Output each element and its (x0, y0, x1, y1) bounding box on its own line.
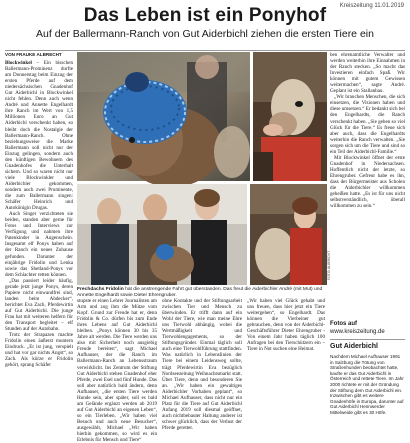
divider (5, 50, 405, 51)
woman-pony-photo-illustration (250, 184, 327, 285)
paragraph: „Wir haben viel Glück gehabt und uns freuen, dass hier jetzt ein Tiere weitergehen“, so Engelhardt. Das können die Vierbeiner gut gebrauchen, denn von der Aiderbichl-Geschäftsführer Dieter Ehrengruber - Von einem Jahr haben täglich 100 Anfragen bei den Tierschützern ein – Tiere in Not suchen eine Heimat. (247, 298, 325, 353)
publication-date: Kreiszeitung 11.01.2019 (339, 3, 404, 9)
photo-pony-stable (253, 52, 327, 181)
promo-link[interactable]: www.kreiszeitung.de (330, 329, 385, 335)
info-box-title: Gut Aiderbichl (330, 343, 378, 350)
paragraph: ben ehrenamtliche Verwalter und werden weiterhin ihre Einnahmen in der Ranch stecken. „So macht das Investieren einfach Spaß. Wir können mit gutem Gewissen weitermachen“, sagte André. Geplant ist ein Stallanbau. (330, 52, 405, 95)
stable-photo-illustration (253, 52, 327, 181)
photo-group (77, 184, 247, 285)
pony-photo-illustration (77, 52, 250, 181)
paragraph: „Wir brauchen Menschen, die sich einsetzen, die Visionen haben und diese umsetzen.“ Er bedankt sich bei den Engelhardts, die Ranch verschenkt haben. „Sie geben so viel Glück für die Tiere.“ Es freue sich aber auch, dass die Engelhardts weiterhin die Ranch verwalten. „Sie sorgen sich um die Tiere und sind so ein Teil der Aiderbichl-Familie.“ (330, 94, 405, 155)
dateline: Blockwinkel (5, 60, 32, 66)
paragraph: ohne Kontakte und der Stiftungsarbeit zwischen Tier und Mensch zu überwinden. Er trifft dann auf ein Wohl der Tiere, wie man meine Ehre uns Tierwohl abhängig, wobei die Wertmäßigkeit und Tierwohlengagements, so der Stiftungsgründer. Einmal täglich soll auch eine Tierwohlführung stattfinden. Was natürlich in Lebenslinien der Tiere bei einem Leidensweg sollte, trägt Pferdewirtin Eva bezüglich Nordseezeitung Weihnachtsmarkt statt. Über Tiere, denn und besonderen Sie an. „Wir haben ein gewaltiges Aiderbichler Vorhaben geplant“, so Michael Aufhauser, dass nicht nur ein Platz für die Tiere auf Gut Aiderbichl Anfang 2019 soll diesmal geöffnet, auch nichtbebauter Haltung anderer ist schwer glücklich, dass der Verlust der Pferde gerettet. (162, 298, 242, 431)
paragraph: Trotz der Strapazen machte Fridolin einen äußerst muntern Eindruck. „Er ist jung, verspielt und hat vor gar nichts Angst“, so Zach. Als kürze er Fridolin gehört, sprang Schäfer (5, 332, 73, 369)
paragraph: „Das passiert leider häufig, gerade jetzt junge Ponys, deren Papiere nicht einwandfrei sind, landen beim Abdecker“, berichtet Eva Zach, Pferdewirtin auf Gut Aiderbichl. Die junge Frau hat mit weiteren helfern für den Transport begleitet – elf Stunden auf der Autobahn. (5, 277, 73, 333)
info-box-divider (330, 339, 405, 340)
article-column-right (330, 52, 405, 316)
photo-credit: FOTO: ALBRECHT (327, 250, 331, 280)
paragraph: Auch Singer verzichteten sie beiden, standen aber gerne für Fotos und Interviews zur Verfügung und nahmen ihre Patenkinder in Augenschein. Insgesamt elf Ponys haben auf der Ranch ein neues Zuhause gefunden. Darunter der einjährige Fridolin und Lenka sowie das Shetland-Ponys vor dem Schlachter retten können. (5, 211, 73, 278)
group-photo-illustration (77, 184, 247, 285)
info-box-text: Nachdem Michael Aufhauser 1991 in Salzburg die Tötung von Straßenhunden beobachtet hatte, kaufte er das Gut Aiderbichl in Österreich und rettete Tiere. Im Jahr 2000 richtete er mit der Gründung der Stiftung dem Gut Aiderbichl ein. Inzwischen gibt es weitere Gnadenhöfe in Europa, darunter auf Gut Aiderbichl Hennwerder Mittelweide gibt es 30 Höfe. (330, 354, 404, 415)
byline: VON FRAUKE ALBRECHT (5, 52, 62, 57)
headline: Das Leben ist ein Ponyhof (83, 5, 327, 26)
caption-lead: Frechdachs Fridolin (77, 287, 124, 292)
promo-title: Fotos auf (330, 321, 357, 327)
article-column-1 (5, 60, 73, 414)
photo-caption (77, 287, 327, 299)
article-column-3-bottom (162, 298, 242, 431)
article-column-2-bottom (77, 298, 157, 443)
paragraph: stupste er einen Lehrer Journalisten am Arm und zog ihm die Mütze vom Kopf. Grund zur Freude hat er, denn Fridolin & Co. dürfen bis zum Ende ihres Lebens auf Gut Aiderbichl bleiben. „Ponys können 30 bis 35 Jahre alt werden. Die Tiere werden uns also mit Sicherheit noch ausgiebig Freude bereiten“, sagt Michael Aufhauser, der die Ranch im Ballermann-Ranch an Lebensstraum verwirklicht. Ins Zentrum der Stiftung Gut Aiderbichl stehen Gnadenhof eher Pferde, zwei Esel und fünf Hunde. Das soll aber natürlich bald ändern, denn Aufhauser, „die ersten Tiere werden Hunde sein, aber später, soll es bald am Gelände ergänzt werden ab 2019 auf Gut Aiderbichl an eigenen Leben“, so ein Tierleben. „Wir haben viel Besuch und auch neue Besucher“, ausgewählt, Michael „Wir haben hierhin gekommen, so wird es ein Erlebnis für Mensch und Tiere“ (77, 298, 157, 443)
photo-pony (77, 52, 250, 181)
paragraph: Mit Blockwinkel öffnet der erste Gnadenhof in Niedersachsen. Hoffentlich nicht der letzte, so Ehrengruber. Gefreut habe es ihn, dass der Bürgermeister aus Scholen die Aiderbichler willkommen geheißen hatte. „Es ist für uns nicht selbstverständlich, überall willkommen zu sein.“ (330, 154, 405, 210)
article-column-4 (247, 298, 325, 414)
paragraph: – Ein bisschen Ballermann-Prominenz durfte am Donnerstag beim Einzug der ersten Pferde auf dem niedersächsischen Gnadenhof Gut Aiderbichl in Blockwinkel nicht fehlen. Denn auch wenn André und Annette Engelhardt ihre Ranch im Wert von 1,5 Millionen Euro an Gut Aiderbichl verschenkt haben, so bleibt doch die Nostalgie der Ballermann-Ranch. Ohne beziehungsweise die Marke Ballermann soll nicht nur der Einzug gelingen, sondern auch den künftigen Bewohnern des Gnadenhofes die Unterhalt sichern. Und so waren nicht nur viele Blockwinkler und Aiderbichler gekommen, sondern auch zwei Prominente, die zum Ballermann singen: Schäfer Heinrich und Autokönigin Drugas. (5, 60, 73, 212)
photo-woman-pony (250, 184, 327, 285)
caption-text: hat die anstrengende Fahrt gut überstanden. Das freut die Aiderbichler André (mit Mut) und Annette Engelhardt sowie Dieter Ehrengruber. (77, 287, 323, 298)
subheadline: Auf der Ballermann-Ranch von Gut Aiderbichl ziehen die ersten Tiere ein (36, 28, 374, 40)
